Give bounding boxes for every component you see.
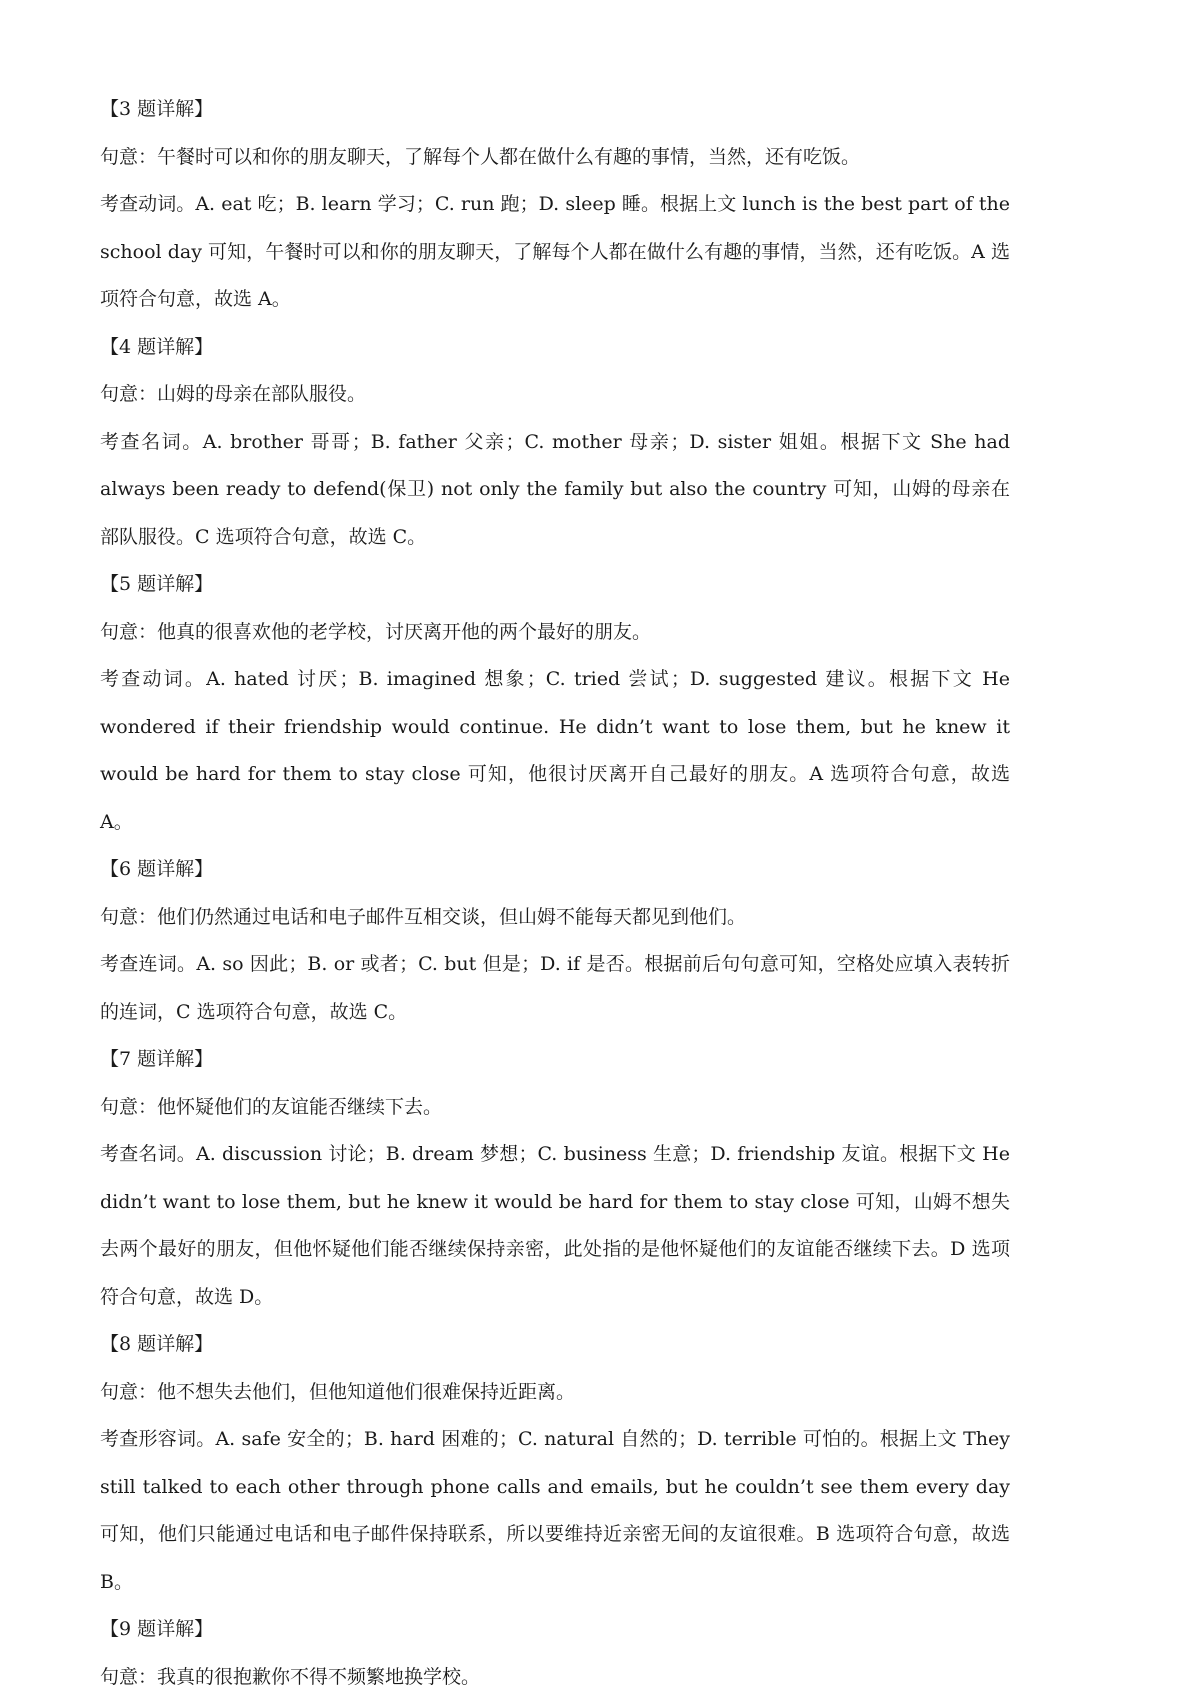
question-8-heading: 【8 题详解】	[100, 1321, 1010, 1369]
question-6-explanation	[100, 846, 1010, 1036]
question-7-analysis: 考查名词。A. discussion 讨论；B. dream 梦想；C. business 生意；D. friendship 友谊。根据下文 He didn’t want to lose them, but he knew it would be hard for them to stay close 可知，山姆不想失去两个最好的朋友，但他怀疑他们能否继续保持亲密，此处指的是他怀疑他们的友谊能否继续下去。D 选项符合句意，故选 D。	[100, 1131, 1010, 1321]
question-8-analysis: 考查形容词。A. safe 安全的；B. hard 困难的；C. natural 自然的；D. terrible 可怕的。根据上文 They still talked to each other through phone calls and emails, but he couldn’t see them every day 可知，他们只能通过电话和电子邮件保持联系，所以要维持近亲密无间的友谊很难。B 选项符合句意，故选 B。	[100, 1416, 1010, 1606]
question-5-analysis: 考查动词。A. hated 讨厌；B. imagined 想象；C. tried 尝试；D. suggested 建议。根据下文 He wondered if their friendship would continue. He didn’t want to lose them, but he knew it would be hard for them to stay close 可知，他很讨厌离开自己最好的朋友。A 选项符合句意，故选 A。	[100, 656, 1010, 846]
question-7-sentence-meaning: 句意：他怀疑他们的友谊能否继续下去。	[100, 1084, 1010, 1132]
question-8-explanation	[100, 1321, 1010, 1606]
question-9-heading: 【9 题详解】	[100, 1606, 1010, 1654]
question-7-explanation	[100, 1036, 1010, 1321]
question-4-analysis: 考查名词。A. brother 哥哥；B. father 父亲；C. mother 母亲；D. sister 姐姐。根据下文 She had always been ready to defend(保卫) not only the family but also the country 可知，山姆的母亲在部队服役。C 选项符合句意，故选 C。	[100, 419, 1010, 562]
question-5-explanation	[100, 561, 1010, 846]
question-4-sentence-meaning: 句意：山姆的母亲在部队服役。	[100, 371, 1010, 419]
question-7-heading: 【7 题详解】	[100, 1036, 1010, 1084]
question-4-explanation	[100, 324, 1010, 562]
question-3-analysis: 考查动词。A. eat 吃；B. learn 学习；C. run 跑；D. sleep 睡。根据上文 lunch is the best part of the school day 可知，午餐时可以和你的朋友聊天，了解每个人都在做什么有趣的事情，当然，还有吃饭。A 选项符合句意，故选 A。	[100, 181, 1010, 324]
question-6-heading: 【6 题详解】	[100, 846, 1010, 894]
question-3-sentence-meaning: 句意：午餐时可以和你的朋友聊天，了解每个人都在做什么有趣的事情，当然，还有吃饭。	[100, 134, 1010, 182]
question-3-heading: 【3 题详解】	[100, 86, 1010, 134]
question-6-analysis: 考查连词。A. so 因此；B. or 或者；C. but 但是；D. if 是否。根据前后句句意可知，空格处应填入表转折的连词，C 选项符合句意，故选 C。	[100, 941, 1010, 1036]
answer-explanations	[100, 86, 1010, 1701]
question-3-explanation	[100, 86, 1010, 324]
question-5-sentence-meaning: 句意：他真的很喜欢他的老学校，讨厌离开他的两个最好的朋友。	[100, 609, 1010, 657]
question-8-sentence-meaning: 句意：他不想失去他们，但他知道他们很难保持近距离。	[100, 1369, 1010, 1417]
question-5-heading: 【5 题详解】	[100, 561, 1010, 609]
question-4-heading: 【4 题详解】	[100, 324, 1010, 372]
question-9-explanation	[100, 1606, 1010, 1701]
question-6-sentence-meaning: 句意：他们仍然通过电话和电子邮件互相交谈，但山姆不能每天都见到他们。	[100, 894, 1010, 942]
question-9-sentence-meaning: 句意：我真的很抱歉你不得不频繁地换学校。	[100, 1654, 1010, 1701]
